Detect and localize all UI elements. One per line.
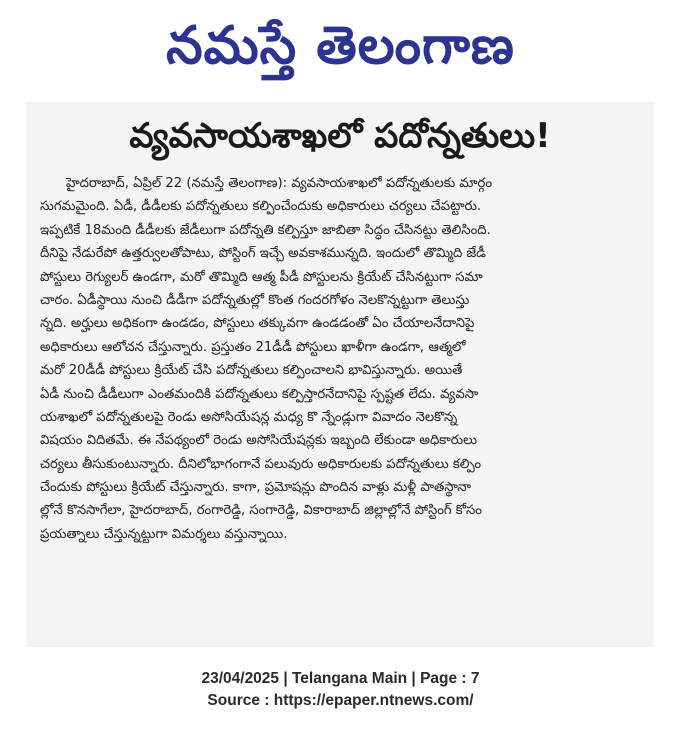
article-clipping <box>26 102 654 647</box>
article-body-line: ఇప్పటికే 18మంది డీడీలకు జేడీలుగా పదోన్నతి కల్పిస్తూ జాబితా సిద్ధం చేసినట్టు తెలిసింది. <box>40 222 491 238</box>
article-body-line: అధికారులు ఆలోచన చేస్తున్నారు. ప్రస్తుతం 21డీడీ పోస్టులు ఖాళీగా ఉండగా, ఆత్మలో <box>40 339 466 355</box>
article-body-line: దీనిపై నేడురేపో ఉత్తర్వులతోపాటు, పోస్టింగ్‌ ఇచ్చే అవకాశమున్నది. ఇందులో తొమ్మిది జేడీ <box>40 246 486 262</box>
article-body-line: యశాఖలో పదోన్నతులపై రెండు అసోసియేషన్ల మధ్య కొ న్నేండ్లుగా వివాదం నెలకొన్న <box>40 409 458 425</box>
newspaper-logo-text: నమస్తే తెలంగాణ <box>166 16 515 76</box>
article-body-line: విషయం విదితమే. ఈ నేపథ్యంలో రెండు అసోసియేషన్లకు ఇబ్బంది లేకుండా అధికారులు <box>40 433 478 449</box>
article-body-line: చారం. ఏడీస్థాయి నుంచి డీడీగా పదోన్నతుల్లో కొంత గందరగోళం నెలకొన్నట్టుగా తెలుస్తు <box>40 292 470 308</box>
article-body-line: చేందుకు పోస్టులు క్రియేట్‌ చేస్తున్నారు. కాగా, ప్రమోషన్లు పొందిన వాళ్లు మళ్లీ పాతస్థానా <box>40 480 472 496</box>
article-body-line: చర్యలు తీసుకుంటున్నారు. దీనిలోభాగంగానే పలువురు అధికారులకు పదోన్నతులు కల్పిం <box>40 456 482 472</box>
article-body-line: మరో 20డీడీ పోస్టులు క్రియేట్‌ చేసి పదోన్నతులు కల్పించాలని భావిస్తున్నారు. అయితే <box>40 363 463 379</box>
source-info: Source : https://epaper.ntnews.com/ <box>207 692 474 709</box>
article-body-line: ఏడీ నుంచి డీడీలుగా ఎంతమందికి పదోన్నతులు కల్పిస్తారనేదానిపై స్పష్టత లేదు. వ్యవసా <box>40 386 479 402</box>
newspaper-masthead <box>0 4 681 88</box>
article-body-line: ప్రయత్నాలు చేస్తున్నట్టుగా విమర్శలు వస్తున్నాయి. <box>40 526 288 542</box>
article-headline: వ్యవసాయశాఖలో పదోన్నతులు! <box>129 116 551 156</box>
article-body-line: హైదరాబాద్‌, ఏప్రిల్‌ 22 (నమస్తే తెలంగాణ): వ్యవసాయశాఖలో పదోన్నతులకు మార్గం <box>66 176 493 191</box>
article-body-line: ల్లోనే కొనసాగేలా, హైదరాబాద్‌, రంగారెడ్డి, సంగారెడ్డి, వికారాబాద్‌ జిల్లాల్లోనే పోస్టింగ్‌ కోసం <box>40 503 482 519</box>
clipping-footer <box>0 668 681 712</box>
article-body <box>26 172 654 546</box>
article-body-line: న్నది. అర్హులు అధికంగా ఉండడం, పోస్టులు తక్కువగా ఉండడంతో ఏం చేయాలనేదానిపై <box>40 316 475 332</box>
article-body-line: పోస్టులు రెగ్యులర్‌ ఉండగా, మరో తొమ్మిది ఆత్మ పీడీ పోస్టులను క్రియేట్‌ చేసినట్టుగా సమా <box>40 269 483 285</box>
article-body-line: సుగమమైంది. ఏడీ, డీడీలకు పదోన్నతులు కల్పించేందుకు అధికారులు చర్యలు చేపట్టారు. <box>40 199 482 215</box>
edition-info: 23/04/2025 | Telangana Main | Page : 7 <box>201 670 480 687</box>
